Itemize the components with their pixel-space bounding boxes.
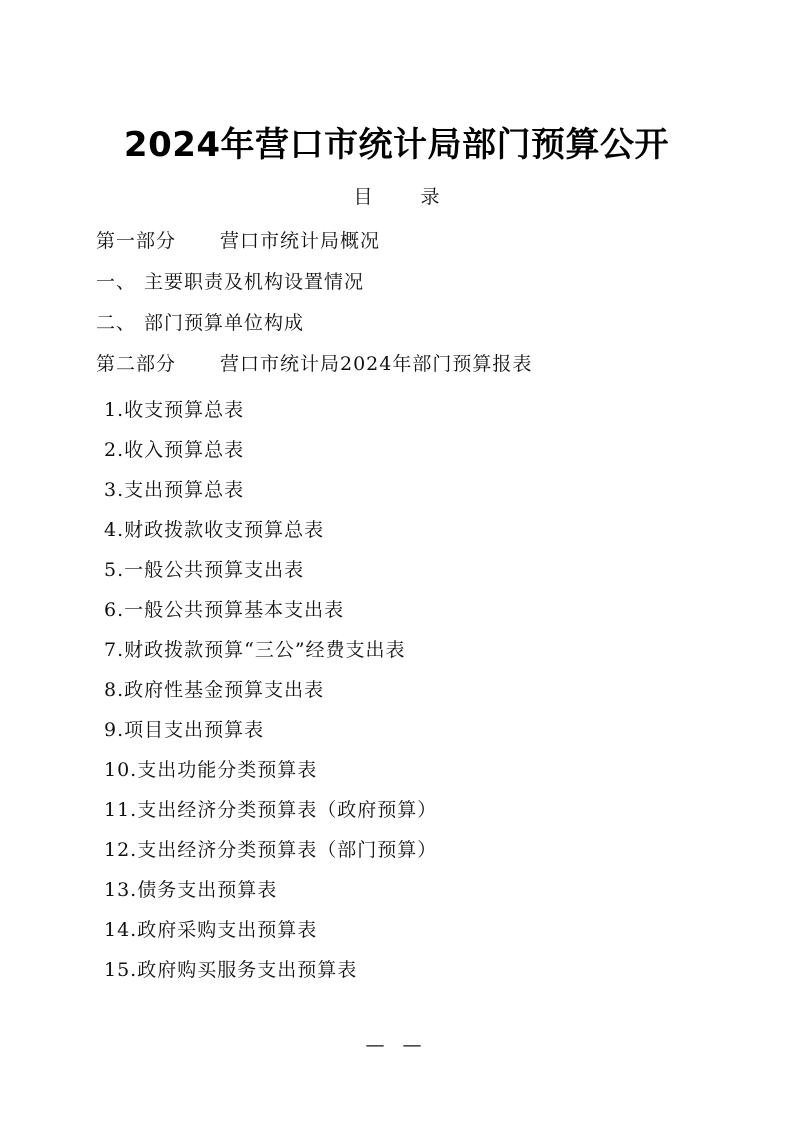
part-1-label: 第一部分: [96, 230, 177, 252]
toc-table-item: 4.财政拨款收支预算总表: [104, 519, 325, 541]
toc-table-item: 3.支出预算总表: [104, 479, 245, 501]
toc-table-item: 5.一般公共预算支出表: [104, 559, 305, 581]
part-2-title: 营口市统计局2024年部门预算报表: [220, 353, 533, 375]
toc-table-item: 10.支出功能分类预算表: [104, 759, 318, 781]
toc-table-item: 13.债务支出预算表: [104, 879, 278, 901]
toc-table-item: 14.政府采购支出预算表: [104, 919, 318, 941]
section-1-title: 主要职责及机构设置情况: [144, 271, 365, 293]
toc-heading: 目录: [353, 186, 488, 208]
toc-table-item: 15.政府购买服务支出预算表: [104, 959, 358, 981]
toc-table-item: 7.财政拨款预算“三公”经费支出表: [104, 639, 406, 661]
section-2-label: 二、: [96, 312, 137, 334]
toc-table-item: 8.政府性基金预算支出表: [104, 679, 325, 701]
toc-table-item: 2.收入预算总表: [104, 439, 245, 461]
toc-table-item: 11.支出经济分类预算表（政府预算）: [104, 799, 438, 821]
part-2-label: 第二部分: [96, 353, 177, 375]
section-2-title: 部门预算单位构成: [144, 312, 305, 334]
page-number-footer: — —: [365, 1034, 428, 1056]
toc-section-2: [96, 309, 304, 337]
toc-table-item: 6.一般公共预算基本支出表: [104, 599, 345, 621]
toc-part-2: [96, 350, 532, 378]
toc-section-1: [96, 268, 364, 296]
document-title: 2024年营口市统计局部门预算公开: [123, 125, 670, 165]
toc-part-1: [96, 227, 380, 255]
toc-table-item: 1.收支预算总表: [104, 399, 245, 421]
toc-table-item: 9.项目支出预算表: [104, 719, 265, 741]
toc-table-item: 12.支出经济分类预算表（部门预算）: [104, 839, 438, 861]
section-1-label: 一、: [96, 271, 137, 293]
part-1-title: 营口市统计局概况: [220, 230, 381, 252]
